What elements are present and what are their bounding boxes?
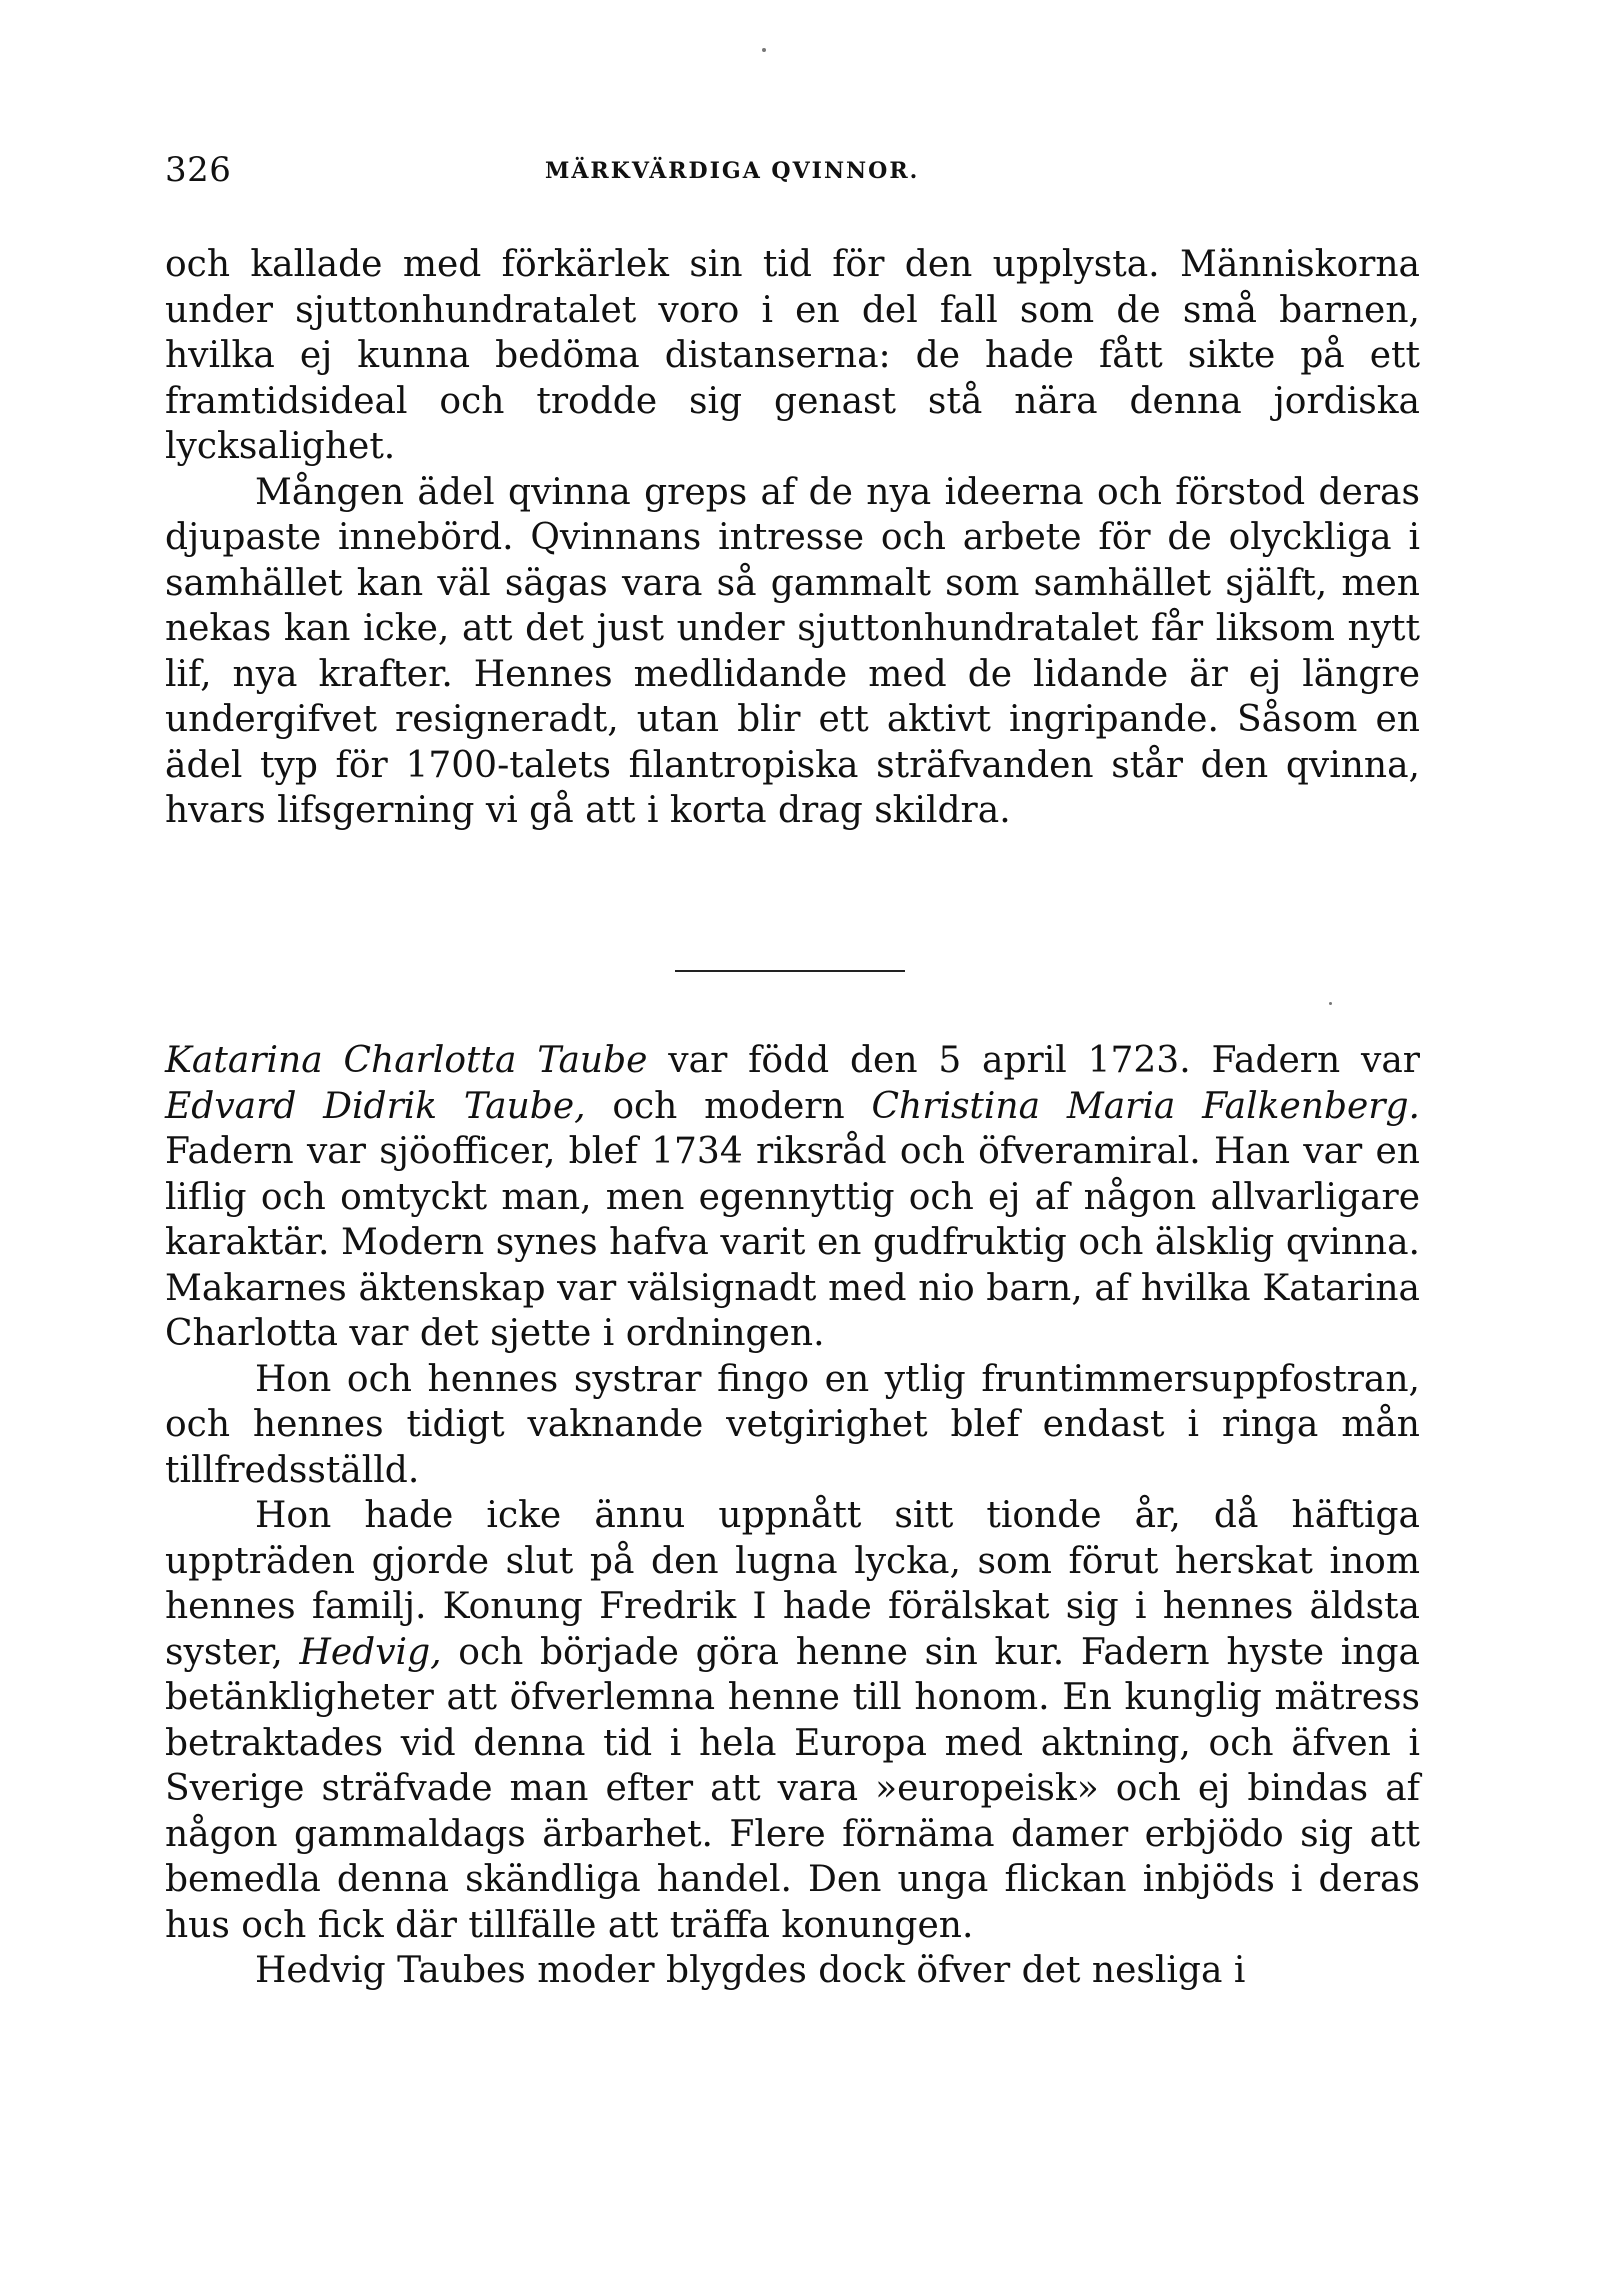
- paragraph-text: Fadern var sjöofficer, blef 1734 riksråd och öfveramiral. Han var en liflig och omtyckt man, men egennyttig och ej af någon allvarligare karaktär. Modern synes hafva varit en gudfruktig och älsklig qvinna. Makarnes äktenskap var välsignadt med nio barn, af hvilka Katarina Charlotta var det sjette i ordningen.: [165, 1131, 1420, 1354]
- name-hedvig: Hedvig,: [299, 1631, 442, 1673]
- section-two: [165, 1038, 1420, 1994]
- paragraph-text: Hon hade icke ännu uppnått sitt tionde år, då häftiga uppträden gjorde slut på den lugna lycka, som förut herskat inom hennes familj. Konung Fredrik I hade förälskat sig i hennes äldsta syster,: [165, 1495, 1420, 1673]
- paragraph-continuation: och kallade med förkärlek sin tid för den upplysta. Människorna under sjuttonhundratalet voro i en del fall som de små barnen, hvilka ej kunna bedöma distanserna: de hade fått sikte på ett framtidsideal och trodde sig genast stå nära denna jordiska lycksalighet.: [165, 244, 1420, 467]
- paragraph-text: var född den 5 april 1723. Fadern var: [647, 1040, 1420, 1081]
- section-one: [165, 242, 1420, 834]
- paragraph-mother-shame: Hedvig Taubes moder blygdes dock öfver det nesliga i: [255, 1950, 1246, 1991]
- section-divider: [675, 970, 905, 972]
- page-number: 326: [165, 150, 232, 190]
- running-head: [165, 148, 1405, 192]
- paragraph-upbringing: Hon och hennes systrar fingo en ytlig fruntimmersuppfostran, och hennes tidigt vaknande vetgirighet blef endast i ringa mån tillfredsställd.: [165, 1358, 1420, 1491]
- running-title: MÄRKVÄRDIGA QVINNOR.: [545, 158, 920, 184]
- name-katarina-charlotta-taube: Katarina Charlotta Taube: [165, 1040, 648, 1081]
- name-edvard-didrik-taube: Edvard Didrik Taube,: [165, 1085, 586, 1127]
- print-speck: [1329, 1002, 1332, 1005]
- paragraph-text: och började göra henne sin kur. Fadern hyste inga betänkligheter att öfverlemna henne till honom. En kunglig mätress betraktades vid denna tid i hela Europa med aktning, och äfven i Sverige sträfvade man efter att vara »europeisk» och ej bindas af någon gammaldags ärbarhet. Flere förnäma damer erbjödo sig att bemedla denna skändliga handel. Den unga flickan inbjöds i deras hus och fick där tillfälle att träffa konungen.: [165, 1631, 1420, 1946]
- paragraph-birth: [165, 1038, 1420, 1357]
- print-speck: [762, 48, 766, 52]
- paragraph-text: och modern: [585, 1085, 872, 1127]
- paragraph-royal-affair: [165, 1493, 1420, 1948]
- paragraph-noble-women: Mången ädel qvinna greps af de nya ideerna och förstod deras djupaste innebörd. Qvinnans intresse och arbete för de olyckliga i samhället kan väl sägas vara så gammalt som samhället själft, men nekas kan icke, att det just under sjuttonhundratalet får liksom nytt lif, nya krafter. Hennes medlidande med de lidande är ej längre undergifvet resigneradt, utan blir ett aktivt ingripande. Såsom en ädel typ för 1700-talets filantropiska sträfvanden står den qvinna, hvars lifsgerning vi gå att i korta drag skildra.: [165, 471, 1420, 831]
- name-christina-maria-falkenberg: Christina Maria Falkenberg.: [871, 1085, 1420, 1127]
